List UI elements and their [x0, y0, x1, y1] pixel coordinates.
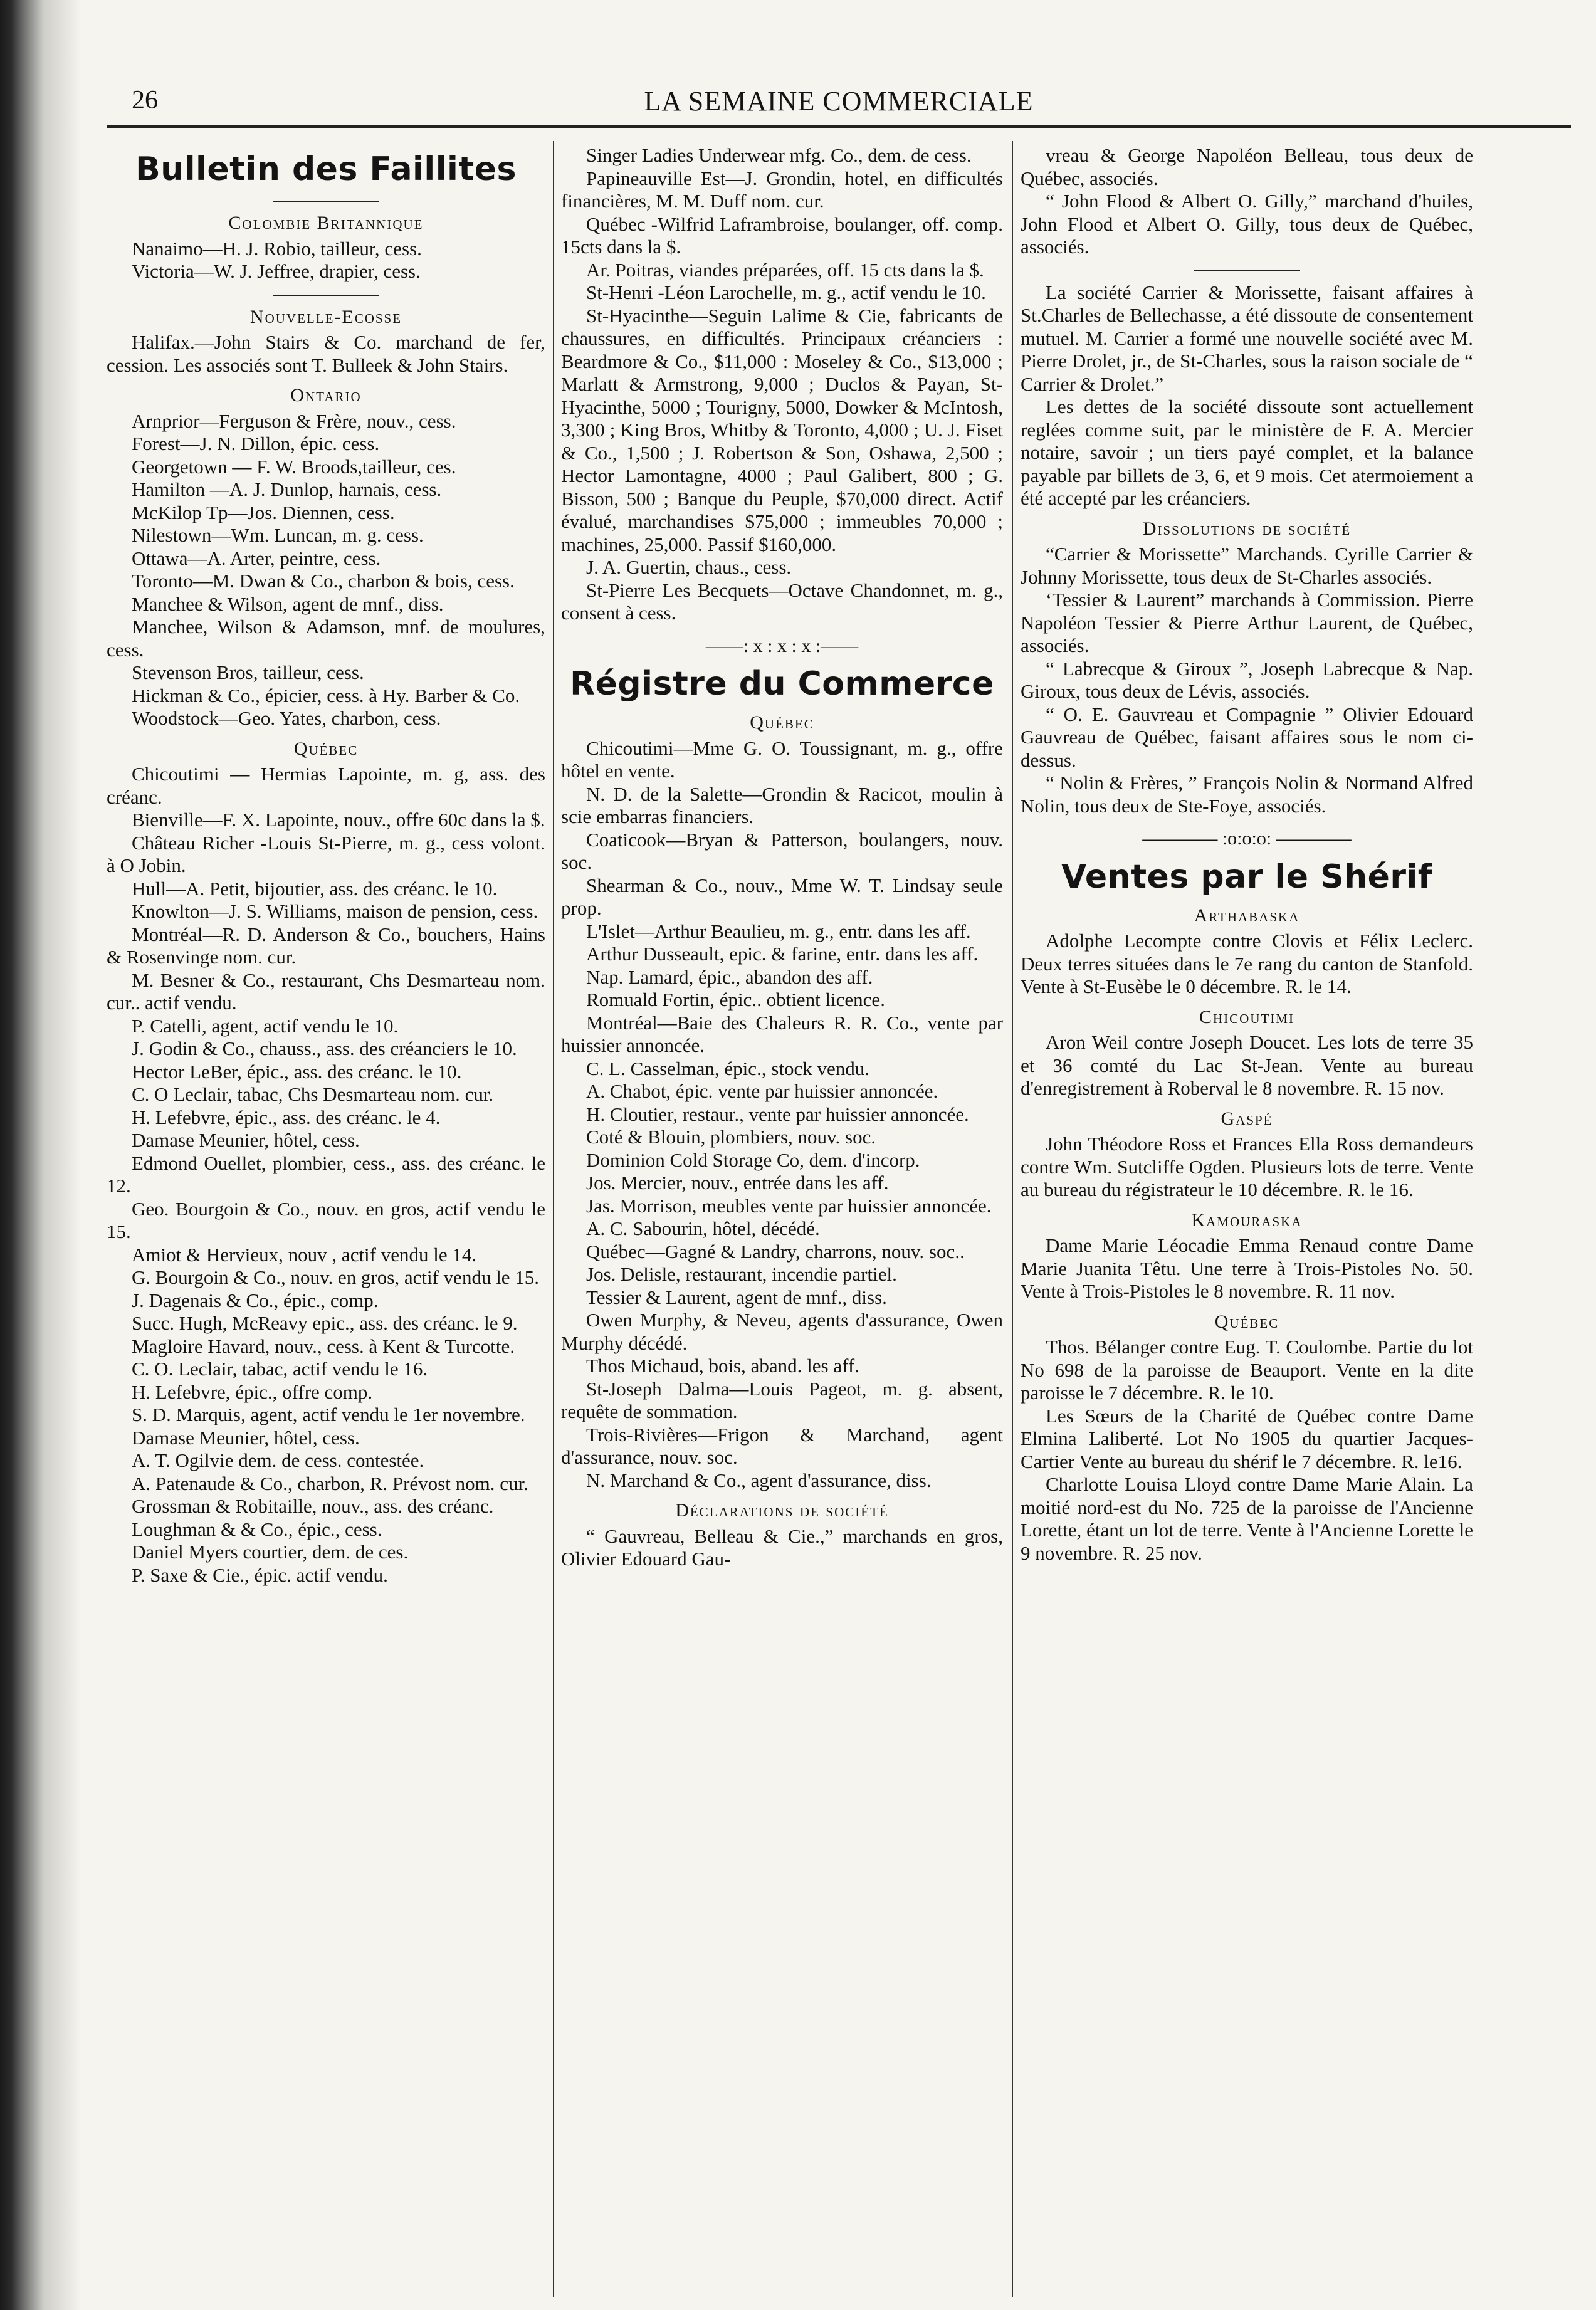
entry: P. Catelli, agent, actif vendu le 10.	[132, 1014, 399, 1037]
entry: Chicoutimi—Mme G. O. Toussignant, m. g., offre hôtel en vente.	[561, 737, 1003, 782]
entry: “ Nolin & Frères, ” François Nolin & Normand Alfred Nolin, tous deux de Ste-Foye, associés.	[1021, 772, 1473, 817]
entry: Damase Meunier, hôtel, cess.	[132, 1426, 360, 1449]
journal-title: LA SEMAINE COMMERCIALE	[644, 86, 1034, 117]
entry: Succ. Hugh, McReavy epic., ass. des créanc. le 9.	[132, 1312, 518, 1334]
entry: N. Marchand & Co., agent d'assurance, diss.	[586, 1469, 932, 1491]
entry: Geo. Bourgoin & Co., nouv. en gros, actif vendu le 15.	[107, 1197, 545, 1242]
ornament-separator: ——: x : x : x :——	[705, 635, 859, 656]
ventes-entry: Dame Marie Léocadie Emma Renaud contre Dame Marie Juanita Têtu. Une terre à Trois-Pistoles No. 50. Vente à Trois-Pistoles le 8 novembre. R. 11 nov.	[1021, 1234, 1473, 1302]
entry: Victoria—W. J. Jeffree, drapier, cess.	[132, 260, 421, 282]
ventes-place-heading: Chicoutimi	[1199, 1006, 1294, 1027]
entry: Magloire Havard, nouv., cess. à Kent & Turcotte.	[132, 1335, 515, 1357]
entry: Tessier & Laurent, agent de mnf., diss.	[586, 1286, 887, 1308]
ventes-place-heading: Kamouraska	[1191, 1209, 1303, 1231]
entry: Grossman & Robitaille, nouv., ass. des créanc.	[132, 1495, 494, 1517]
entry: Forest—J. N. Dillon, épic. cess.	[132, 433, 380, 454]
entry: Ottawa—A. Arter, peintre, cess.	[132, 547, 381, 569]
entry: Manchee & Wilson, agent de mnf., diss.	[132, 592, 444, 615]
nouvelle-ecosse-list	[107, 331, 545, 377]
entry: Arthur Dusseault, epic. & farine, entr. dans les aff.	[586, 943, 979, 965]
entry: Halifax.—John Stairs & Co. marchand de fer, cession. Les associés sont T. Bulleek & John Stairs.	[107, 331, 545, 376]
ventes-sections	[1021, 905, 1473, 1565]
entry: S. D. Marquis, agent, actif vendu le 1er novembre.	[132, 1404, 525, 1425]
entry: C. L. Casselman, épic., stock vendu.	[586, 1057, 869, 1079]
entry: Singer Ladies Underwear mfg. Co., dem. de cess.	[586, 144, 972, 166]
entry: Montréal—Baie des Chaleurs R. R. Co., vente par huissier annoncée.	[561, 1011, 1003, 1056]
ventes-entry: Charlotte Louisa Lloyd contre Dame Marie Alain. La moitié nord-est du No. 725 de la paroisse de l'Ancienne Lorette, étant un lot de terre. Vente à l'Ancienne Lorette le 9 novembre. R. 25 nov.	[1021, 1473, 1473, 1564]
entry: Papineauville Est—J. Grondin, hotel, en difficultés financières, M. M. Duff nom. cur.	[561, 167, 1003, 212]
entry: Québec -Wilfrid Laframbroise, boulanger, off. comp. 15cts dans la $.	[561, 213, 1003, 258]
entry: Jos. Mercier, nouv., entrée dans les aff.	[586, 1172, 889, 1194]
entry: Arnprior—Ferguson & Frère, nouv., cess.	[132, 409, 456, 432]
entry: M. Besner & Co., restaurant, Chs Desmarteau nom. cur.. actif vendu.	[107, 969, 545, 1014]
entry: J. A. Guertin, chaus., cess.	[586, 556, 792, 578]
entry: “ Labrecque & Giroux ”, Joseph Labrecque & Nap. Giroux, tous deux de Lévis, associés.	[1021, 657, 1473, 702]
dissolutions-list	[1021, 543, 1473, 817]
quebec-heading: Québec	[293, 738, 359, 759]
page-number: 26	[132, 86, 158, 115]
entry: Romuald Fortin, épic.. obtient licence.	[586, 989, 885, 1011]
entry: Damase Meunier, hôtel, cess.	[132, 1129, 360, 1151]
registre-list	[561, 737, 1003, 1493]
entry: vreau & George Napoléon Belleau, tous deux de Québec, associés.	[1021, 144, 1473, 189]
ventes-entry: Thos. Bélanger contre Eug. T. Coulombe. Partie du lot No 698 de la paroisse de Beauport. Vente en la dite paroisse le 7 décembre. R. le 10.	[1021, 1336, 1473, 1404]
entry: Nilestown—Wm. Luncan, m. g. cess.	[132, 524, 424, 546]
entry: Shearman & Co., nouv., Mme W. T. Lindsay seule prop.	[561, 874, 1003, 919]
entry: ‘Tessier & Laurent” marchands à Commission. Pierre Napoléon Tessier & Pierre Arthur Laurent, de Québec, associés.	[1021, 589, 1473, 656]
entry: H. Lefebvre, épic., offre comp.	[132, 1380, 373, 1403]
entry: G. Bourgoin & Co., nouv. en gros, actif vendu le 15.	[132, 1266, 540, 1288]
entry: Manchee, Wilson & Adamson, mnf. de moulures, cess.	[107, 616, 545, 661]
colombie-heading: Colombie Britannique	[228, 213, 424, 233]
entry: “ John Flood & Albert O. Gilly,” marchand d'huiles, John Flood et Albert O. Gilly, tous deux de Québec, associés.	[1021, 190, 1473, 258]
header-rule	[107, 125, 1571, 128]
quebec-list	[107, 763, 545, 1587]
entry: Daniel Myers courtier, dem. de ces.	[132, 1541, 409, 1563]
entry: Dominion Cold Storage Co, dem. d'incorp.	[586, 1148, 920, 1171]
entry: Trois-Rivières—Frigon & Marchand, agent d'assurance, nouv. soc.	[561, 1423, 1003, 1468]
ventes-place-heading: Gaspé	[1221, 1108, 1273, 1129]
ontario-heading: Ontario	[290, 385, 362, 406]
colombie-list	[107, 238, 545, 283]
entry: “ O. E. Gauvreau et Compagnie ” Olivier Edouard Gauvreau de Québec, faisant affaires sous le nom ci-dessus.	[1021, 703, 1473, 771]
entry: Amiot & Hervieux, nouv , actif vendu le 14.	[132, 1243, 477, 1266]
entry: C. O Leclair, tabac, Chs Desmarteau nom. cur.	[132, 1083, 494, 1105]
registre-commerce-title: Régistre du Commerce	[570, 665, 994, 703]
entry: Jas. Morrison, meubles vente par huissier annoncée.	[586, 1194, 992, 1217]
entry: Les dettes de la société dissoute sont actuellement reglées comme suit, par le ministère de F. A. Mercier notaire, savoir ; un tiers payé complet, et la balance payable par billets de 3, 6, et 9 mois. Cet atermoiement a été accepté par les créanciers.	[1021, 396, 1473, 509]
section-rule	[1194, 270, 1300, 271]
entry: Woodstock—Geo. Yates, charbon, cess.	[132, 707, 441, 729]
entry: Ar. Poitras, viandes préparées, off. 15 cts dans la $.	[586, 258, 984, 281]
entry: Hull—A. Petit, bijoutier, ass. des créanc. le 10.	[132, 877, 498, 900]
entry: St-Joseph Dalma—Louis Pageot, m. g. absent, requête de sommation.	[561, 1377, 1003, 1422]
column-rule-2	[1012, 141, 1013, 2297]
column-3	[1021, 144, 1473, 2301]
entry: Nanaimo—H. J. Robio, tailleur, cess.	[132, 237, 422, 260]
section-rule	[273, 295, 379, 296]
ventes-place-heading: Arthabaska	[1194, 905, 1300, 926]
registre-quebec-heading: Québec	[750, 712, 814, 733]
ontario-list	[107, 410, 545, 730]
declarations-heading: Déclarations de société	[675, 1500, 889, 1521]
bulletin-faillites-title: Bulletin des Faillites	[135, 150, 517, 188]
entry: Coté & Blouin, plombiers, nouv. soc.	[586, 1126, 876, 1148]
entry: Toronto—M. Dwan & Co., charbon & bois, cess.	[132, 570, 515, 592]
ventes-sherif-title: Ventes par le Shérif	[1061, 858, 1432, 896]
running-head	[107, 81, 1571, 125]
entry: N. D. de la Salette—Grondin & Racicot, moulin à scie embarras financiers.	[561, 782, 1003, 827]
ventes-entry: Adolphe Lecompte contre Clovis et Félix Leclerc. Deux terres situées dans le 7e rang du canton de Stanfold. Vente à St-Eusèbe le 0 décembre. R. le 14.	[1021, 930, 1473, 997]
entry: Château Richer -Louis St-Pierre, m. g., cess volont. à O Jobin.	[107, 831, 545, 876]
entry: Loughman & & Co., épic., cess.	[132, 1518, 382, 1540]
page-binding-edge	[0, 0, 81, 2310]
entry: Coaticook—Bryan & Patterson, boulangers, nouv. soc.	[561, 828, 1003, 873]
entry: C. O. Leclair, tabac, actif vendu le 16.	[132, 1358, 428, 1380]
entry: Hickman & Co., épicier, cess. à Hy. Barber & Co.	[132, 684, 520, 706]
entry: Hamilton —A. J. Dunlop, harnais, cess.	[132, 478, 442, 500]
ventes-entry: John Théodore Ross et Frances Ella Ross demandeurs contre Wm. Sutcliffe Ogden. Plusieurs lots de terre. Vente au bureau du régistrateur le 10 décembre. R. le 16.	[1021, 1133, 1473, 1200]
entry: Edmond Ouellet, plombier, cess., ass. des créanc. le 12.	[107, 1152, 545, 1197]
entry: Georgetown — F. W. Broods,tailleur, ces.	[132, 455, 456, 478]
entry: Chicoutimi — Hermias Lapointe, m. g, ass. des créanc.	[107, 763, 545, 808]
ventes-entry: Les Sœurs de la Charité de Québec contre Dame Elmina Laliberté. Lot No 1905 du quartier Jacques-Cartier Vente au bureau du shérif le 7 décembre. R. le16.	[1021, 1404, 1473, 1473]
entry: J. Godin & Co., chauss., ass. des créanciers le 10.	[132, 1037, 517, 1059]
entry: H. Cloutier, restaur., vente par huissier annoncée.	[586, 1103, 969, 1125]
declarations-first-entry: “ Gauvreau, Belleau & Cie.,” marchands en gros, Olivier Edouard Gau-	[561, 1525, 1003, 1570]
column-2	[561, 144, 1003, 2301]
carrier-notice	[1021, 281, 1473, 510]
column-1	[107, 144, 545, 2301]
faillites-continued-list	[561, 144, 1003, 625]
entry: Stevenson Bros, tailleur, cess.	[132, 661, 364, 683]
entry: P. Saxe & Cie., épic. actif vendu.	[132, 1563, 388, 1586]
declarations-continued-list	[1021, 144, 1473, 259]
entry: Jos. Delisle, restaurant, incendie partiel.	[586, 1263, 897, 1285]
entry: A. Chabot, épic. vente par huissier annoncée.	[586, 1080, 938, 1102]
entry: Bienville—F. X. Lapointe, nouv., offre 60c dans la $.	[132, 809, 545, 831]
entry: McKilop Tp—Jos. Diennen, cess.	[132, 501, 395, 523]
entry: St-Pierre Les Becquets—Octave Chandonnet, m. g., consent à cess.	[561, 579, 1003, 624]
nouvelle-ecosse-heading: Nouvelle-Ecosse	[249, 306, 402, 327]
entry: Knowlton—J. S. Williams, maison de pension, cess.	[132, 900, 538, 922]
entry: A. Patenaude & Co., charbon, R. Prévost nom. cur.	[132, 1472, 528, 1494]
title-rule	[273, 201, 379, 202]
entry: “Carrier & Morissette” Marchands. Cyrille Carrier & Johnny Morissette, tous deux de St-Charles associés.	[1021, 543, 1473, 588]
ventes-place-heading: Québec	[1214, 1311, 1279, 1332]
entry: J. Dagenais & Co., épic., comp.	[132, 1289, 379, 1311]
column-rule-1	[553, 141, 554, 2297]
ventes-entry: Aron Weil contre Joseph Doucet. Les lots de terre 35 et 36 comté du Lac St-Jean. Vente au bureau d'enregistrement à Roberval le 8 novembre. R. 15 nov.	[1021, 1031, 1473, 1099]
entry: H. Lefebvre, épic., ass. des créanc. le 4.	[132, 1106, 441, 1128]
dissolutions-heading: Dissolutions de société	[1142, 518, 1352, 539]
entry: Hector LeBer, épic., ass. des créanc. le 10.	[132, 1060, 462, 1083]
entry: Owen Murphy, & Neveu, agents d'assurance, Owen Murphy décédé.	[561, 1309, 1003, 1354]
entry: Nap. Lamard, épic., abandon des aff.	[586, 965, 873, 988]
ornament-separator: ———— :o:o:o: ————	[1142, 828, 1352, 849]
entry: St-Hyacinthe—Seguin Lalime & Cie, fabricants de chaussures, en difficultés. Principaux créanciers : Beardmore & Co., $11,000 : Moseley & Co., $13,000 ; Marlatt & Armstrong, 9,000 ; Duclos & Payan, St-Hyacinthe, 5000 ; Tourigny, 5000, Dowker & McIntosh, 3,300 ; King Bros, Whitby & Toronto, 4,000 ; U. J. Fiset & Co., 1,500 ; J. Robertson & Son, Oshawa, 2,500 ; Hector Lamontagne, 4000 ; Paul Galibert, 800 ; G. Bisson, 500 ; Banque du Peuple, $70,000 direct. Actif évalué, marchandises $75,000 ; immeubles 70,000 ; machines, 25,000. Passif $160,000.	[561, 304, 1003, 555]
entry: A. C. Sabourin, hôtel, décédé.	[586, 1217, 820, 1239]
entry: Thos Michaud, bois, aband. les aff.	[586, 1355, 859, 1377]
entry: La société Carrier & Morissette, faisant affaires à St.Charles de Bellechasse, a été dissoute de consentement mutuel. M. Carrier a formé une nouvelle société avec M. Pierre Drolet, jr., de St-Charles, sous la raison sociale de “ Carrier & Drolet.”	[1021, 281, 1473, 395]
entry: A. T. Ogilvie dem. de cess. contestée.	[132, 1449, 424, 1471]
entry: Montréal—R. D. Anderson & Co., bouchers, Hains & Rosenvinge nom. cur.	[107, 923, 545, 968]
entry: Québec—Gagné & Landry, charrons, nouv. soc..	[586, 1240, 965, 1263]
entry: L'Islet—Arthur Beaulieu, m. g., entr. dans les aff.	[586, 920, 971, 942]
entry: St-Henri -Léon Larochelle, m. g., actif vendu le 10.	[586, 281, 986, 303]
